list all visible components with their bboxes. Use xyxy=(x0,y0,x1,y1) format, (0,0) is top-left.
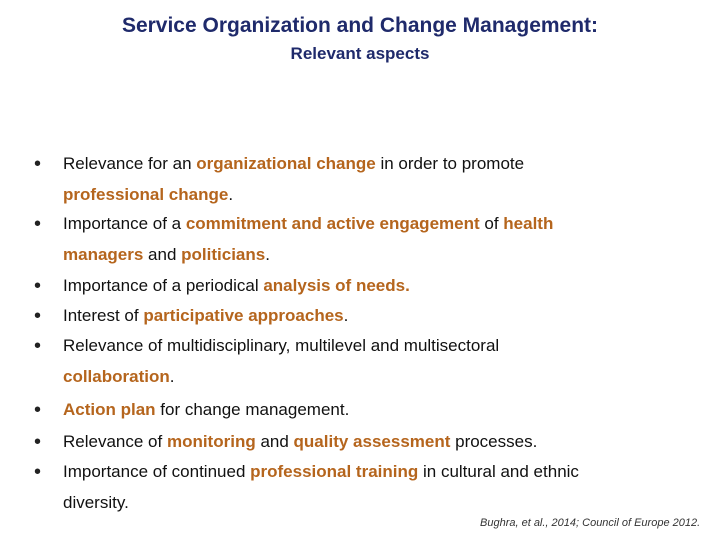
slide-title: Service Organization and Change Management: xyxy=(121,14,599,37)
body-text: Importance of continued xyxy=(63,462,251,481)
highlighted-text: politicians xyxy=(181,245,266,264)
body-text: . xyxy=(169,367,175,386)
bullet-icon: • xyxy=(34,213,42,235)
highlighted-text: organizational change xyxy=(196,154,376,173)
highlighted-text: professional change xyxy=(63,185,229,204)
body-text: processes. xyxy=(450,432,538,451)
highlighted-text: managers xyxy=(63,245,144,264)
bullet-item xyxy=(34,306,703,326)
body-text: Interest of xyxy=(63,306,144,325)
bullet-line xyxy=(63,336,703,356)
body-text: in order to promote xyxy=(375,154,525,173)
highlighted-text: commitment and active engagement xyxy=(185,214,480,233)
highlighted-text: analysis of needs. xyxy=(263,276,410,295)
bullet-line xyxy=(63,367,703,387)
body-text: . xyxy=(228,185,234,204)
slide-subtitle: Relevant aspects xyxy=(290,44,430,63)
bullet-line xyxy=(63,214,703,234)
bullet-icon: • xyxy=(34,305,42,327)
bullet-line xyxy=(63,493,703,513)
bullet-icon: • xyxy=(34,461,42,483)
body-text: diversity. xyxy=(63,493,129,512)
body-text: Importance of a periodical xyxy=(63,276,264,295)
bullet-item xyxy=(34,432,703,452)
bullet-line xyxy=(63,185,703,205)
bullet-line xyxy=(63,306,703,326)
bullet-item xyxy=(34,154,703,205)
body-text: of xyxy=(479,214,504,233)
body-text: and xyxy=(143,245,182,264)
body-text: and xyxy=(255,432,294,451)
highlighted-text: Action plan xyxy=(63,400,156,419)
highlighted-text: collaboration xyxy=(63,367,170,386)
body-text: Importance of a xyxy=(63,214,186,233)
bullet-line xyxy=(63,154,703,174)
bullet-icon: • xyxy=(34,275,42,297)
bullet-item xyxy=(34,400,703,420)
body-text: . xyxy=(343,306,349,325)
highlighted-text: quality assessment xyxy=(293,432,451,451)
bullet-line xyxy=(63,276,703,296)
body-text: Relevance for an xyxy=(63,154,197,173)
body-text: Relevance of multidisciplinary, multilevel and multisectoral xyxy=(63,336,500,355)
bullet-line xyxy=(63,432,703,452)
bullet-item xyxy=(34,276,703,296)
highlighted-text: health xyxy=(503,214,554,233)
bullet-line xyxy=(63,245,703,265)
citation: Bughra, et al., 2014; Council of Europe 2012. xyxy=(480,517,701,529)
bullet-icon: • xyxy=(34,431,42,453)
body-text: . xyxy=(265,245,270,264)
highlighted-text: professional training xyxy=(250,462,419,481)
bullet-item xyxy=(34,214,703,265)
bullet-icon: • xyxy=(34,399,42,421)
highlighted-text: monitoring xyxy=(166,432,256,451)
bullet-item xyxy=(34,336,703,387)
bullet-icon: • xyxy=(34,153,42,175)
bullet-icon: • xyxy=(34,335,42,357)
body-text: for change management. xyxy=(155,400,350,419)
highlighted-text: participative approaches xyxy=(143,306,344,325)
bullet-item xyxy=(34,462,703,513)
body-text: in cultural and ethnic xyxy=(418,462,579,481)
bullet-line xyxy=(63,400,703,420)
bullet-line xyxy=(63,462,703,482)
body-text: Relevance of xyxy=(63,432,167,451)
